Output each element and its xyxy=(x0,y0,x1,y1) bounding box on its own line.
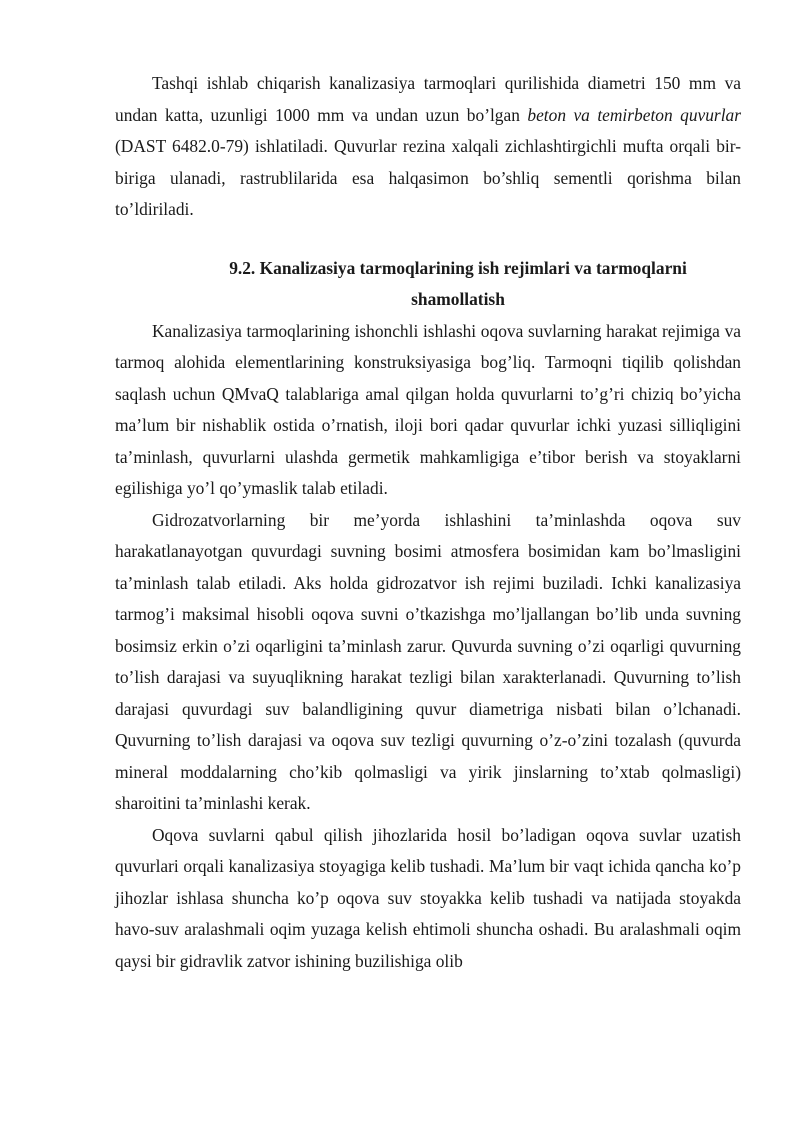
section-heading-line2: shamollatish xyxy=(411,289,505,309)
paragraph-wastewater-flow: Oqova suvlarni qabul qilish jihozlarida hosil bo’ladigan oqova suvlar uzatish quvurlari orqali kanalizasiya stoyagiga kelib tushadi. Ma’lum bir vaqt ichida qancha ko’p jihozlar ishlasa shuncha ko’p oqova suv stoyakka kelib tushadi va natijada stoyakda havo-suv aralashmali oqim yuzaga kelish ehtimoli shuncha oshadi. Bu aralashmali oqim qaysi bir gidravlik zatvor ishining buzilishiga olib xyxy=(115,824,741,971)
paragraph-network-reliability: Kanalizasiya tarmoqlarining ishonchli ishlashi oqova suvlarning harakat rejimiga va tarmoq alohida elementlarining konstruksiyasiga bog’liq. Tarmoqni tiqilib qolishdan saqlash uchun QMvaQ talablariga amal qilgan holda quvurlarni to’g’ri chiziq bo’yicha ma’lum bir nishablik ostida o’rnatish, iloji bori qadar quvurlar ichki yuzasi silliqligini ta’minlash, quvurlarni ulashda germetik mahkamligiga e’tibor berish va stoyaklarni egilishiga yo’l qo’ymaslik talab etiladi. xyxy=(115,320,741,498)
paragraph-water-seals: Gidrozatvorlarning bir me’yorda ishlashini ta’minlashda oqova suv harakatlanayotgan quvurdagi suvning bosimi atmosfera bosimidan kam bo’lmasligini ta’minlash talab etiladi. Aks holda gidrozatvor ish rejimi buziladi. Ichki kanalizasiya tarmog’i maksimal hisobli oqova suvni o’tkazishga mo’ljallangan bo’lib unda suvning bosimsiz erkin o’zi oqarligini ta’minlash zarur. Quvurda suvning o’zi oqarligi quvurning to’lish darajasi va suyuqlikning harakat tezligi bilan xarakterlanadi. Quvurning to’lish darajasi quvurdagi suv balandligining quvur diametriga nisbati bilan o’lchanadi. Quvurning to’lish darajasi va oqova suv tezligi quvurning o’z-o’zini tozalash (quvurda mineral moddalarning cho’kib qolmasligi va yirik jinslarning to’xtab qolmasligi) sharoitini ta’minlashi kerak. xyxy=(115,509,741,813)
paragraph-intro xyxy=(115,68,741,226)
paragraph-intro-start: Tashqi ishlab chiqarish kanalizasiya tarmoqlari qurilishida diametri 150 mm va undan katta, uzunligi 1000 mm va undan uzun bo’lgan xyxy=(115,73,741,125)
section-spacer xyxy=(115,226,741,253)
document-page xyxy=(115,68,741,977)
paragraph-intro-emphasis: beton va temirbeton quvurlar xyxy=(527,104,741,125)
section-heading xyxy=(115,253,741,316)
section-heading-line1: 9.2. Kanalizasiya tarmoqlarining ish rejimlari va tarmoqlarni xyxy=(229,257,687,278)
paragraph-intro-end: (DAST 6482.0-79) ishlatiladi. Quvurlar rezina xalqali zichlashtirgichli mufta orqali bir-biriga ulanadi, rastrublilarida esa halqasimon bo’shliq sementli qorishma bilan to’ldiriladi. xyxy=(115,136,741,219)
